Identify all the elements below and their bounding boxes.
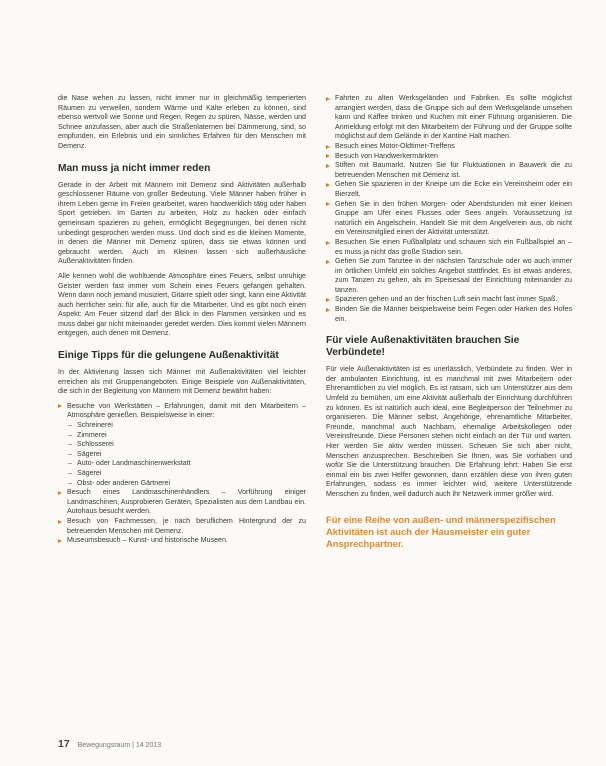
list-item: Binden Sie die Männer beispielsweise beim Fegen oder Harken des Hofes ein.: [326, 305, 572, 324]
section2-paragraph-1: In der Aktivierung lassen sich Männer mit Außenaktivitäten viel leichter erreichen als mit Gruppenangeboten. Einige Beispiele von Außenaktivitäten, die sich in der Begleitung von Männern mit Demenz bewährt haben:: [58, 368, 306, 396]
list-item: – Sägerei: [58, 450, 306, 460]
page-footer: [58, 738, 161, 750]
intro-paragraph: die Nase wehen zu lassen, nicht immer nur in gleichmäßig temperierten Räumen zu verweilen, sondern Wärme und Kälte erleben zu können, sind ebenso wertvoll wie Sonne und Regen. Regen zu spüren, Nässe, werden und Schnee anzufassen, aber auch die Straßenlaternen bei Dämmerung, sind, so empfunden, ein Erlebnis und ein sinnliches Erfahren für den Menschen mit Demenz.: [58, 94, 306, 150]
issue-label: Bewegungsraum | 14 2013: [77, 742, 162, 749]
list-item: Besuchen Sie einen Fußballplatz und schauen sich ein Fußballspiel an – es muss ja nicht das große Stadion sein.: [326, 238, 572, 257]
list-item: Besuch von Handwerkermärkten: [326, 152, 572, 162]
list-item: Spazieren gehen und an der frischen Luft sein macht fast immer Spaß.: [326, 295, 572, 305]
list-item: Besuch von Fachmessen, je nach beruflichem Hintergrund der zu betreuenden Menschen mit Demenz.: [58, 517, 306, 536]
list-item: – Schreinerei: [58, 421, 306, 431]
list-item: – Auto- oder Landmaschinenwerkstatt: [58, 459, 306, 469]
list-item: Stiften mit Baumarkt. Nutzen Sie für Fluktuationen in Bauwerk die zu betreuenden Menschen mit Demenz ist.: [326, 161, 572, 180]
heading-einige-tipps: Einige Tipps für die gelungene Außenaktivität: [58, 350, 279, 362]
list-item: Besuche von Werkstätten – Erfahrungen, damit mit den Mitarbeitern – Atmosphäre genießen. Beispielsweise in einer:: [58, 402, 306, 421]
page-number: 17: [58, 738, 70, 750]
section3-paragraph-1: Für viele Außenaktivitäten ist es unerlässlich, Verbündete zu finden. Wer in der ambulanten Einrichtung, ist es manchmal mit zwei Mitarbeitern oder Ehrenamtlichen zu viel möglich. Es ist ratsam, sich um Unterstützer aus dem Umfeld zu bemühen, um eine Aktivität außerhalb der Einrichtung durchführen zu können. Es ist natürlich auch ideal, eine Begleitperson der Teilnehmer zu organisieren. Die Männer selbst, Angehörige, ehrenamtliche Mitarbeiter, Freunde, manchmal auch Nachbarn, ehemalige Arbeitskollegen oder Vereinsfreunde. Diese Personen stehen nicht einfach an der Tür und warten. Hier werden Sie aktiv werden müssen. Scheuen Sie sich aber nicht, Menschen anzusprechen. Beschreiben Sie Ihnen, was Sie vorhaben und wofür Sie die Unterstützung brauchen. Die Erfahrung lehrt: Haben Sie erst einmal ein bis zwei Helfer gewonnen, dann erzählen diese von ihren guten Erfahrungen, sodass es immer leichter wird, weitere Unterstützende Menschen zu finden, weil dadurch auch ihr Netzwerk immer größer wird.: [326, 365, 572, 498]
list-item: Fahrten zu alten Werksgeländen und Fabriken. Es sollte möglichst arrangiert werden, dass die Gruppe sich auf dem Werksgelände umsehen kann und Kaffee trinken und Kuchen mit einer Führung organisieren. Die Anmeldung erfolgt mit den Mitarbeitern der Führung und der Gruppe sollte möglichst auf dem Gelände in der Kantine Halt machen.: [326, 94, 572, 142]
section1-paragraph-2: Alle kennen wohl die wohltuende Atmosphäre eines Feuers, selbst unruhige Geister werden fast immer vom Schein eines Feuers gefangen gehalten. Wenn dann noch jemand musiziert, Gitarre spielt oder singt, kann eine Aktivität auch herrlicher sein: für alle, auch für die Mitarbeiter. Und es gibt noch einen Aspekt: Am Feuer sitzend darf der Blick in den Flammen versinken und es muss dabei gar nicht miteinander geredet werden. Dies kommt vielen Männern entgegen, auch denen mit Demenz.: [58, 271, 306, 338]
list-item: – Sägerei: [58, 469, 306, 479]
heading-man-muss-nicht-reden: Man muss ja nicht immer reden: [58, 162, 211, 174]
list-item: Besuch eines Landmaschinenhändlers – Vorführung einiger Landmaschinen, Ausprobieren Geräten, Spezialisten aus dem Landbau ein. Autohaus besucht werden.: [58, 488, 306, 517]
left-column: [58, 94, 306, 550]
list-item: Gehen Sie zum Tanztee in der nächsten Tanzschule oder wo auch immer im örtlichen Umfeld ein solches Angebot stattfindet. Es ist etwas anderes, zum Tanzen zu gehen, als im Speisesaal der Einrichtung miteinander zu tanzen.: [326, 257, 572, 295]
list-item: – Zimmerei: [58, 431, 306, 441]
left-tips-list: [58, 402, 306, 546]
right-tips-list: [326, 94, 572, 324]
list-item: – Obst- oder anderen Gärtnerei: [58, 479, 306, 489]
list-item: – Schlosserei: [58, 440, 306, 450]
callout-quote: Für eine Reihe von außen- und männerspezifischen Aktivitäten ist auch der Hausmeister ein guter Ansprechpartner.: [326, 513, 556, 549]
section1-paragraph-1: Gerade in der Arbeit mit Männern mit Demenz sind Aktivitäten außerhalb geschlossener Räume von großer Bedeutung. Viele Männer haben früher in ihrem Leben gerne im Freien gearbeitet, waren handwerklich tätig oder haben Sport getrieben. Im Garten zu arbeiten, Holz zu hacken oder einfach gemeinsam spazieren zu gehen, ermöglicht Begegnungen, bei denen nicht unbedingt gesprochen werden muss. Und doch sind es die kleinen Momente, in denen die Männer mit Demenz spüren, dass sie etwas können und gebraucht werden. Auch im Kleinen lassen sich außerhäusliche Außenaktivitäten finden.: [58, 180, 306, 266]
list-item: Museumsbesuch – Kunst- und historische Museen.: [58, 536, 306, 546]
list-item: Gehen Sie spazieren in der Kneipe um die Ecke ein Vereinsheim oder ein Bierzelt.: [326, 180, 572, 199]
list-item: Gehen Sie in den frühen Morgen- oder Abendstunden mit einer kleinen Gruppe am Ufer eines Flusses oder Sees angeln. Voraussetzung ist natürlich ein Angelschein. Handelt Sie mit dem Angelverein aus, ob nicht ein Vereinsmitglied einen der Aktivität unterstützt.: [326, 200, 572, 238]
list-item: Besuch eines Motor-Oldtimer-Treffens: [326, 142, 572, 152]
right-column: [326, 94, 572, 550]
heading-verbuendete: Für viele Außenaktivitäten brauchen Sie Verbündete!: [326, 335, 520, 359]
